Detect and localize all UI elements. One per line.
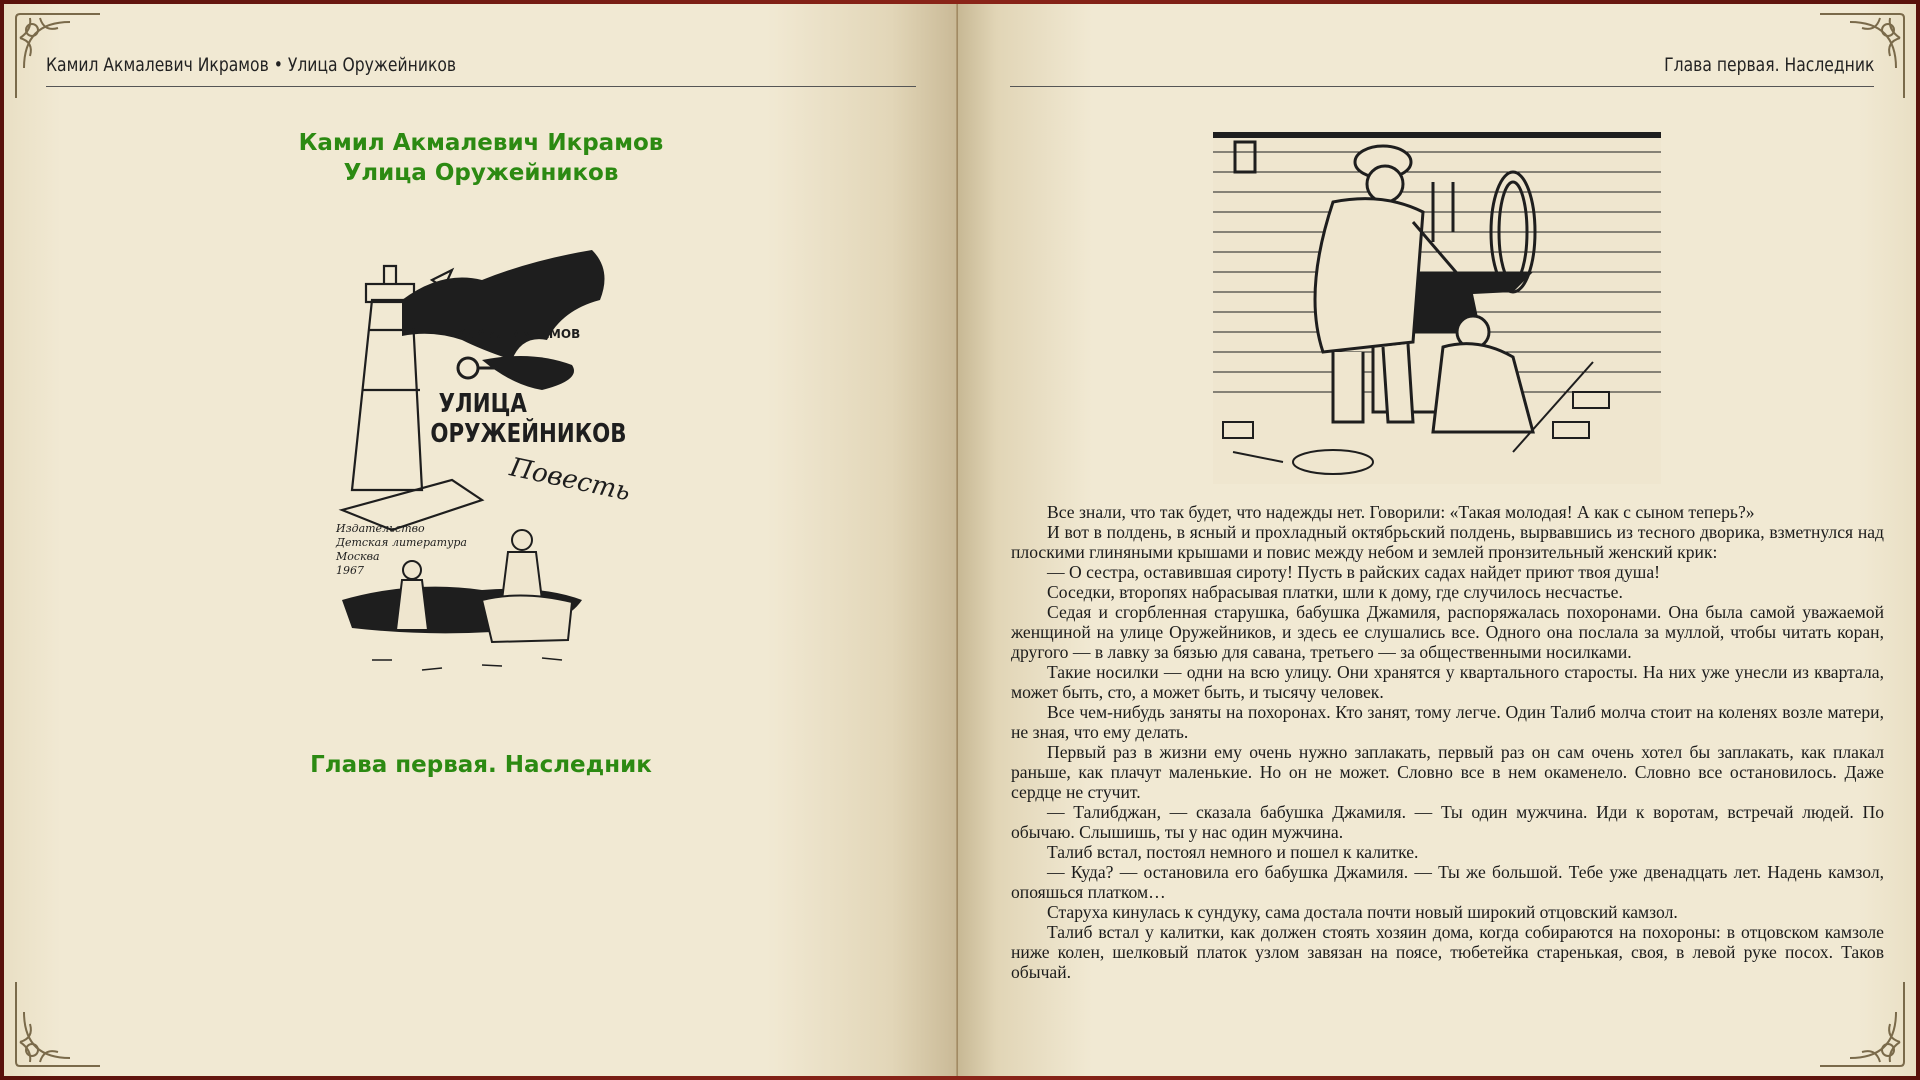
- cover-publisher-1: Издательство: [336, 522, 425, 535]
- paragraph: Старуха кинулась к сундуку, сама достала почти новый широкий отцовский камзол.: [1047, 902, 1678, 922]
- paragraph: — О сестра, оставившая сироту! Пусть в райских садах найдет приют твоя душа!: [1047, 562, 1661, 582]
- cover-publisher-3: Москва: [336, 550, 380, 563]
- header-rule-left: [46, 86, 916, 87]
- running-header-right: Глава первая. Наследник: [1663, 54, 1874, 76]
- cover-year: 1967: [336, 564, 364, 577]
- left-page[interactable]: [4, 4, 958, 1076]
- book-spread: [4, 4, 1916, 1076]
- chapter-body-text: [1011, 502, 1884, 982]
- paragraph: Первый раз в жизни ему очень нужно заплакать, первый раз он сам очень хотел бы заплакать, как плакал раньше, как плачут маленькие. Но он не может. Словно все в нем окаменело. Словно все остановилось. Даже сердце не стучит.: [1011, 742, 1884, 802]
- cover-title-line1: УЛИЦА: [438, 387, 527, 419]
- paragraph: Талиб встал у калитки, как должен стоять хозяин дома, когда собираются на похороны: в отцовском камзоле ниже колен, шелковый платок узлом завязан на поясе, тюбетейка старенькая, своя, в левой руке посох. Таков обычай.: [1011, 922, 1884, 982]
- cover-subtitle: Повесть: [507, 452, 633, 508]
- paragraph: Все чем-нибудь заняты на похоронах. Кто занят, тому легче. Один Талиб молча стоит на коленях возле матери, не зная, что ему делать.: [1011, 702, 1884, 742]
- cover-publisher-2: Детская литература: [336, 536, 467, 549]
- cover-title-line2: ОРУЖЕЙНИКОВ: [430, 417, 627, 449]
- cover-illustration: [332, 240, 633, 688]
- paragraph: Талиб встал, постоял немного и пошел к калитке.: [1047, 842, 1419, 862]
- chapter-title: Глава первая. Наследник: [310, 752, 652, 778]
- blacksmith-illustration: [1213, 132, 1661, 484]
- book-title: Улица Оружейников: [343, 160, 619, 186]
- paragraph: Седая и сгорбленная старушка, бабушка Джамиля, распоряжалась похоронами. Она была самой уважаемой женщиной на улице Оружейников, и здесь ее слушались все. Одного она послала за муллой, чтобы читать коран, другого — в лавку за бязью для савана, третьего — за общественными носилками.: [1011, 602, 1884, 662]
- ornament-corner-icon: [10, 976, 106, 1072]
- paragraph: — Куда? — остановила его бабушка Джамиля. — Ты же большой. Тебе уже двенадцать лет. Надень камзол, опояшься платком…: [1011, 862, 1884, 902]
- ornament-corner-icon: [1814, 8, 1910, 104]
- paragraph: И вот в полдень, в ясный и прохладный октябрьский полдень, вырвавшись из тесного дворика, взметнулся над плоскими глиняными крышами и повис между небом и землей пронзительный женский крик:: [1011, 522, 1884, 562]
- ornament-corner-icon: [1814, 976, 1910, 1072]
- paragraph: — Талибджан, — сказала бабушка Джамиля. — Ты один мужчина. Иди к воротам, встречай людей. По обычаю. Слышишь, ты у нас один мужчина.: [1011, 802, 1884, 842]
- running-header-left: Камил Акмалевич Икрамов • Улица Оружейников: [46, 54, 457, 76]
- book-author: Камил Акмалевич Икрамов: [298, 130, 664, 156]
- paragraph: Соседки, второпях набрасывая платки, шли к дому, где случилось несчастье.: [1047, 582, 1623, 602]
- right-page[interactable]: [958, 4, 1916, 1076]
- paragraph: Все знали, что так будет, что надежды нет. Говорили: «Такая молодая! А как с сыном теперь?»: [1047, 502, 1755, 522]
- ornament-corner-icon: [10, 8, 106, 104]
- cover-author: КАМИЛ ИКРАМОВ: [455, 327, 581, 341]
- book-heading: [4, 128, 958, 188]
- paragraph: Такие носилки — одни на всю улицу. Они хранятся у квартального старосты. На них уже унесли из квартала, может быть, сто, а может быть, и тысячу человек.: [1011, 662, 1884, 702]
- header-rule-right: [1010, 86, 1874, 87]
